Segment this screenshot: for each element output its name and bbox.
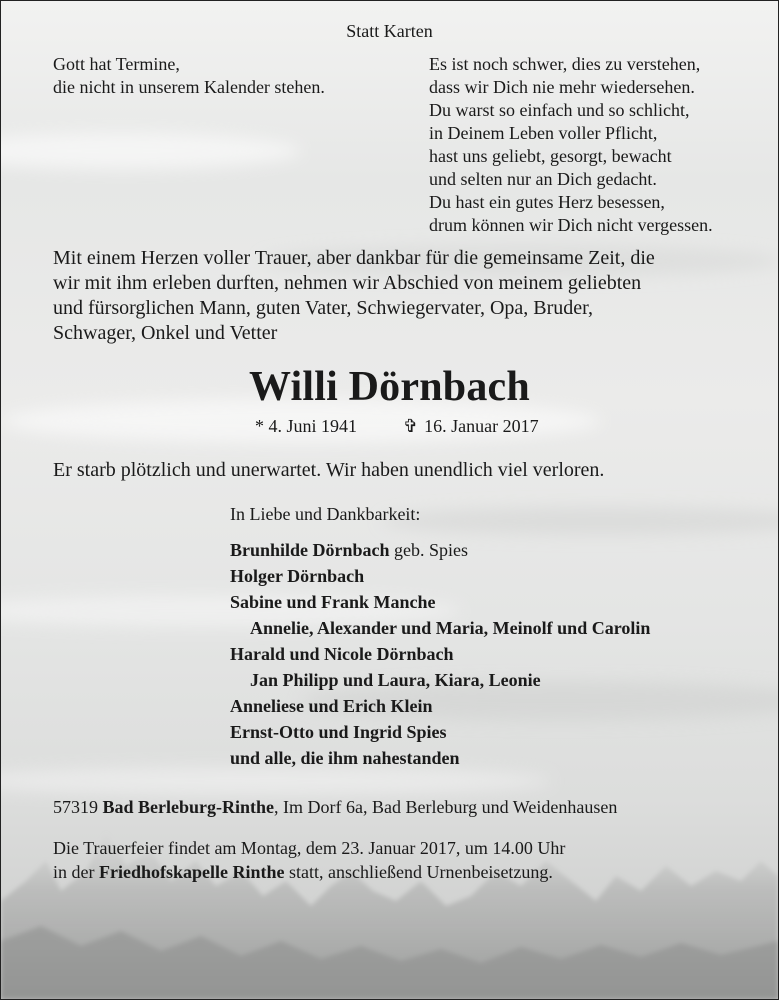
- mourners-heading: In Liebe und Dankbarkeit:: [230, 504, 421, 524]
- cross-icon: ✞: [403, 416, 419, 436]
- mourner-line: Ernst-Otto und Ingrid Spies: [230, 722, 447, 742]
- funeral-text: statt, anschließend Urnenbeisetzung.: [284, 862, 553, 882]
- mourner-line: Holger Dörnbach: [230, 566, 365, 586]
- mourner-line: Annelie, Alexander und Maria, Meinolf und Carolin: [250, 618, 651, 638]
- intro-line: Schwager, Onkel und Vetter: [53, 322, 278, 344]
- notice-content: [1, 1, 778, 999]
- intro-line: und fürsorglichen Mann, guten Vater, Schwiegervater, Opa, Bruder,: [53, 297, 594, 319]
- statement: Er starb plötzlich und unerwartet. Wir haben unendlich viel verloren.: [53, 459, 605, 481]
- quote-right-line: drum können wir Dich nicht vergessen.: [429, 215, 713, 235]
- intro-line: wir mit ihm erleben durften, nehmen wir Abschied von meinem geliebten: [53, 272, 642, 294]
- town: Bad Berleburg-Rinthe: [102, 797, 275, 817]
- mourner-line: und alle, die ihm nahestanden: [230, 748, 460, 768]
- mourner-suffix: geb. Spies: [389, 540, 469, 560]
- mourner-name: Brunhilde Dörnbach: [230, 540, 390, 560]
- quote-right-line: hast uns geliebt, gesorgt, bewacht: [429, 146, 672, 166]
- quote-left-line: Gott hat Termine,: [53, 54, 180, 74]
- quote-right-line: dass wir Dich nie mehr wiedersehen.: [429, 77, 695, 97]
- funeral-location: Friedhofskapelle Rinthe: [98, 862, 285, 882]
- mourner-line: Jan Philipp und Laura, Kiara, Leonie: [250, 670, 541, 690]
- funeral-text: in der: [53, 862, 99, 882]
- quote-right-line: Es ist noch schwer, dies zu verstehen,: [429, 54, 701, 74]
- funeral-line-1: Die Trauerfeier findet am Montag, dem 23. Januar 2017, um 14.00 Uhr: [53, 838, 566, 858]
- quote-right-line: Du hast ein gutes Herz besessen,: [429, 192, 665, 212]
- statt-karten-heading: Statt Karten: [346, 21, 433, 41]
- quote-right-line: und selten nur an Dich gedacht.: [429, 169, 657, 189]
- deceased-name: Willi Dörnbach: [249, 364, 530, 410]
- mourner-line: Sabine und Frank Manche: [230, 592, 436, 612]
- mourner-line: [230, 539, 468, 562]
- mourner-line: Harald und Nicole Dörnbach: [230, 644, 454, 664]
- quote-right-line: Du warst so einfach und so schlicht,: [429, 100, 690, 120]
- postcode: 57319: [53, 797, 103, 817]
- address-line: [53, 796, 617, 819]
- quote-left-line: die nicht in unserem Kalender stehen.: [53, 77, 325, 97]
- death-date-group: [403, 415, 539, 438]
- death-date: 16. Januar 2017: [424, 416, 539, 436]
- address-rest: , Im Dorf 6a, Bad Berleburg und Weidenhausen: [274, 797, 618, 817]
- birth-date: * 4. Juni 1941: [255, 416, 358, 436]
- funeral-line-2: [53, 861, 553, 884]
- quote-right-line: in Deinem Leben voller Pflicht,: [429, 123, 658, 143]
- intro-line: Mit einem Herzen voller Trauer, aber dankbar für die gemeinsame Zeit, die: [53, 247, 655, 269]
- mourner-line: Anneliese und Erich Klein: [230, 696, 433, 716]
